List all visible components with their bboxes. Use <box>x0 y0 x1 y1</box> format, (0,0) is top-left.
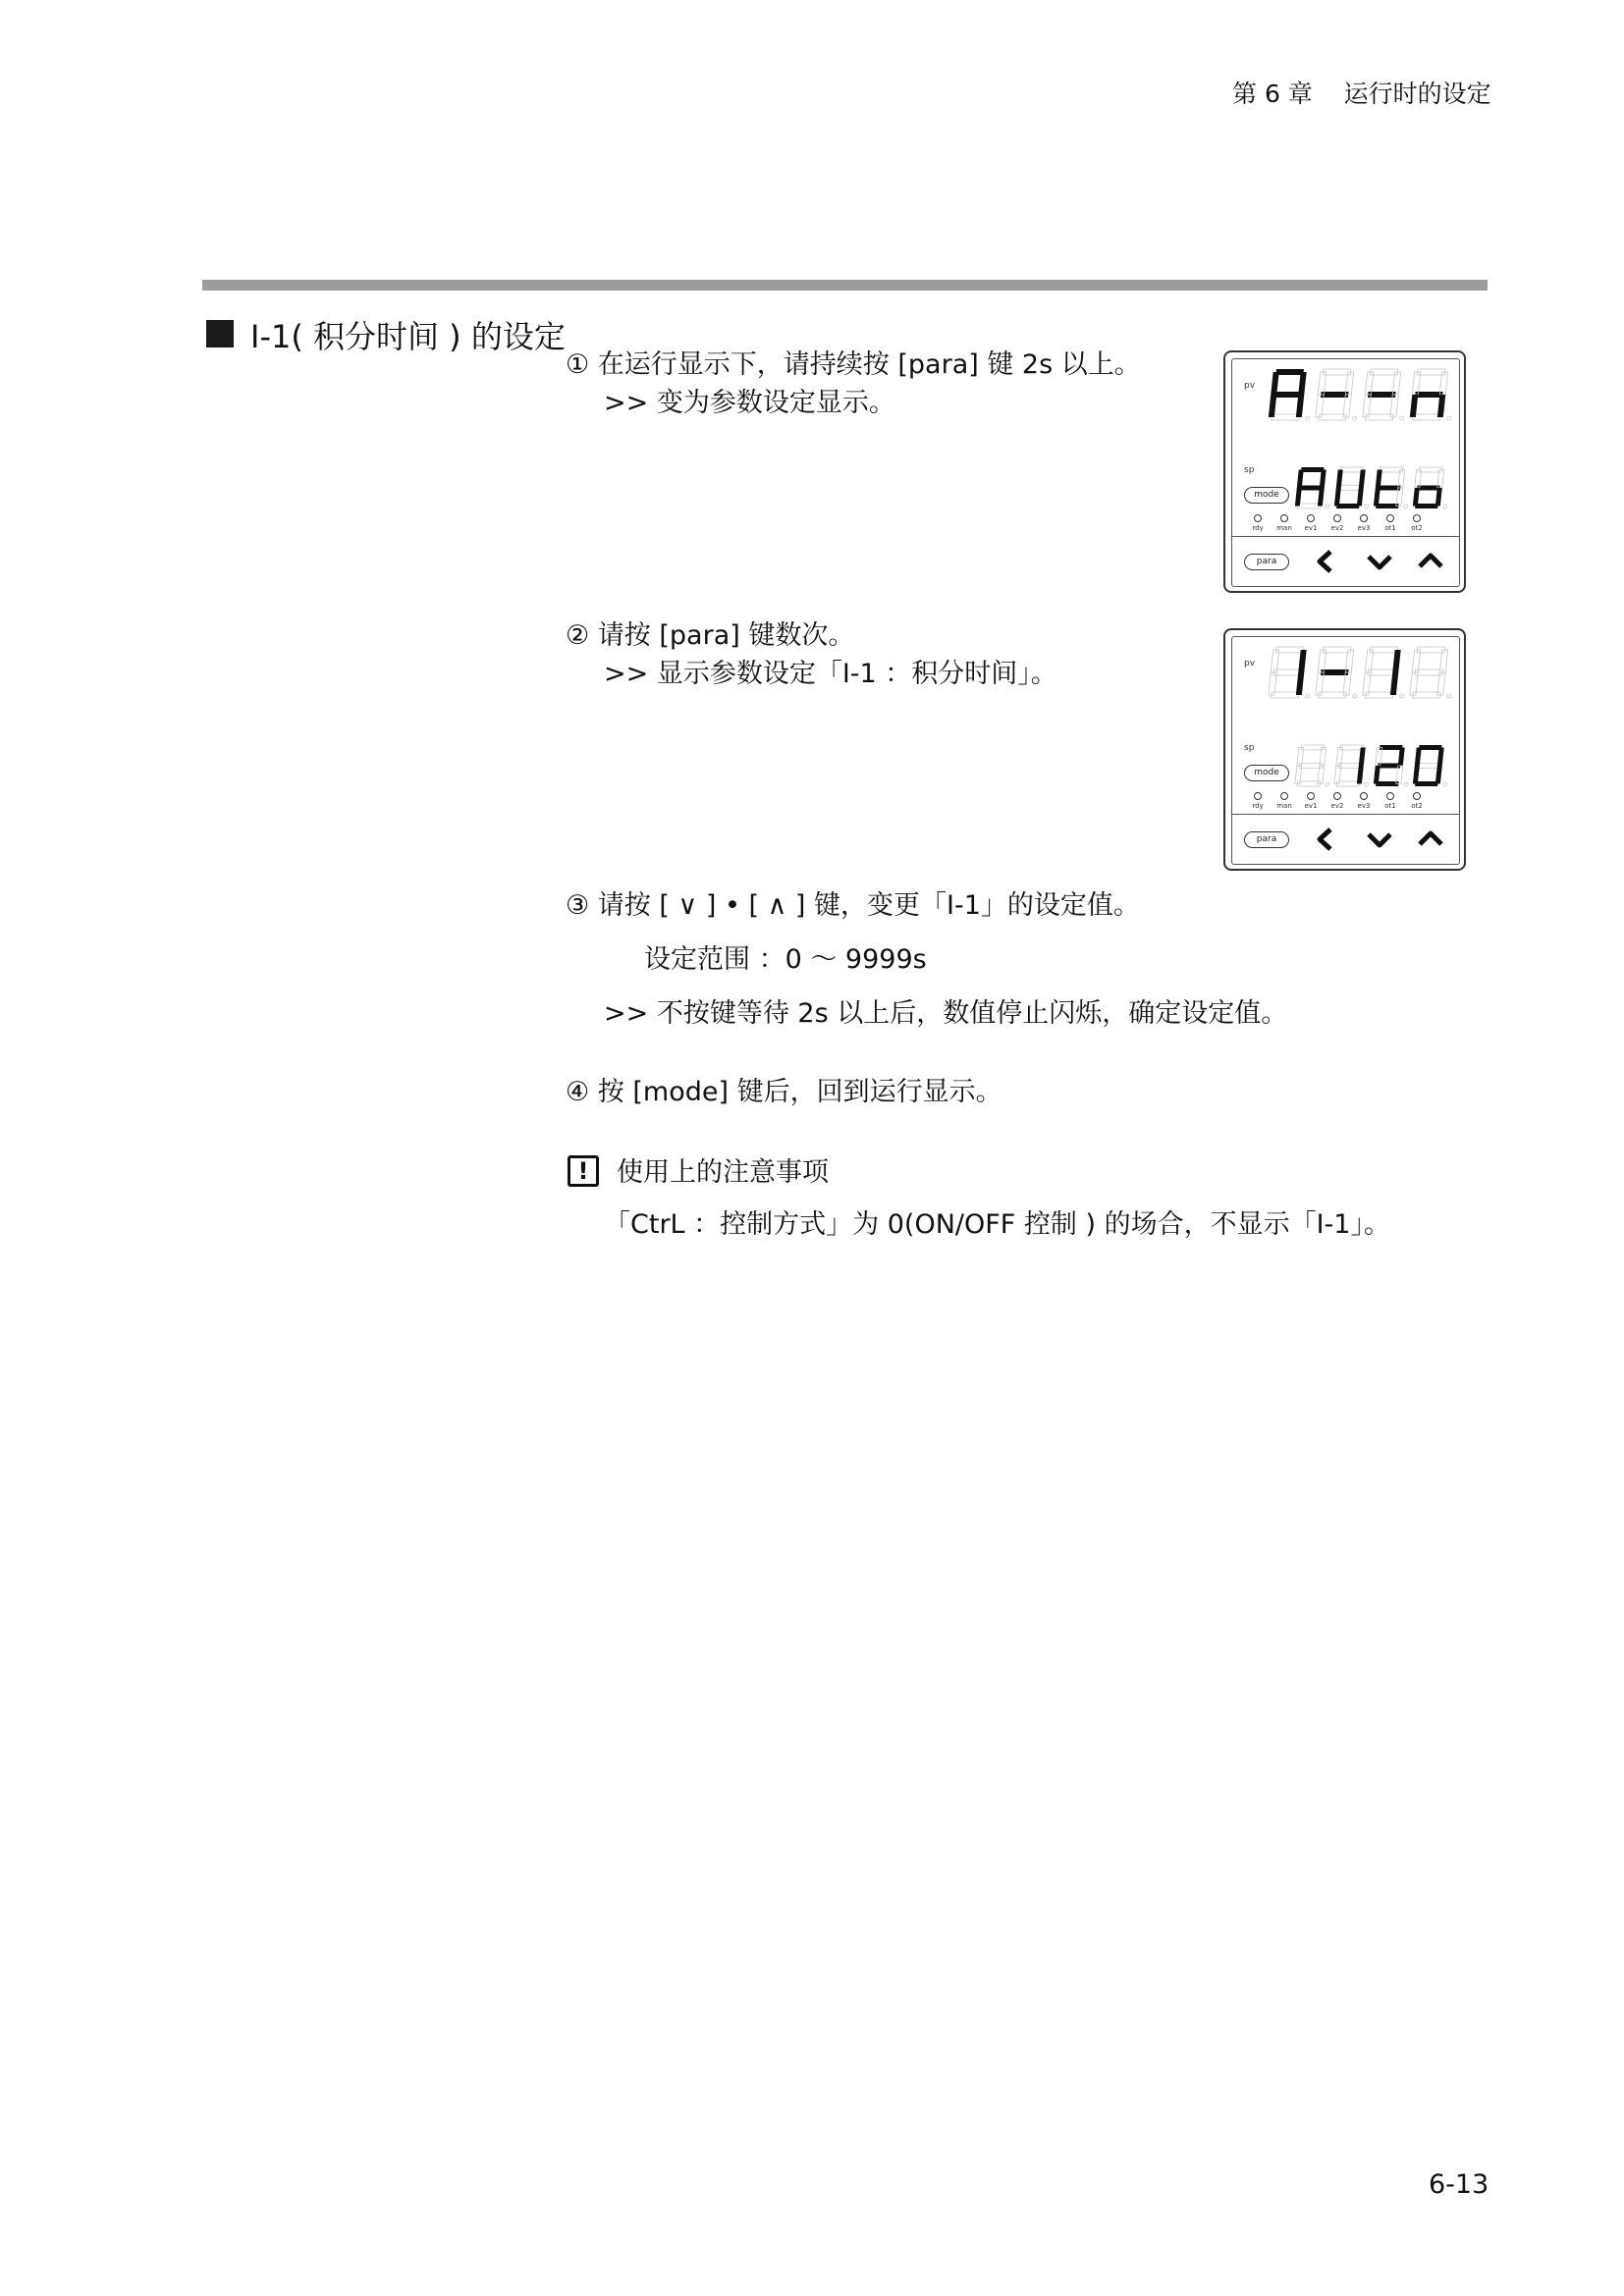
step-3-range: 设定范围 ：0 ～ 9999s <box>644 944 927 975</box>
step-1-text: ① 在运行显示下，请持续按 [para] 键 2s 以上。 <box>566 349 1141 380</box>
pv-display <box>1268 367 1456 426</box>
led-label-ev2: ev2 <box>1330 802 1344 810</box>
led-rdy <box>1254 792 1262 800</box>
section-square-icon <box>206 320 234 347</box>
led-label-ev3: ev3 <box>1357 524 1371 532</box>
led-label-rdy: rdy <box>1252 802 1264 810</box>
step-2-text: ② 请按 [para] 键数次。 <box>566 620 855 651</box>
mode-button[interactable]: mode <box>1244 765 1289 781</box>
led-ev1 <box>1307 792 1315 800</box>
led-label-man: man <box>1276 802 1292 810</box>
led-label-ot1: ot1 <box>1384 524 1396 532</box>
led-ot1 <box>1386 514 1394 522</box>
mode-button[interactable]: mode <box>1244 487 1289 504</box>
section-divider <box>202 280 1488 291</box>
down-arrow-icon[interactable] <box>1366 553 1393 572</box>
exclamation-icon: ! <box>568 1155 599 1187</box>
pv-label: pv <box>1244 659 1256 668</box>
led-label-ot1: ot1 <box>1384 802 1396 810</box>
led-label-ev2: ev2 <box>1330 524 1344 532</box>
led-man <box>1280 792 1288 800</box>
note-text: 「CtrL ：控制方式」为 0(ON/OFF 控制 ) 的场合，不显示「I-1」。 <box>604 1209 1390 1240</box>
sp-display <box>1293 743 1458 792</box>
chapter-header: 第 6 章 运行时的设定 <box>1232 80 1491 108</box>
led-ev1 <box>1307 514 1315 522</box>
led-ev2 <box>1333 792 1341 800</box>
led-ot2 <box>1413 792 1421 800</box>
sp-label: sp <box>1244 465 1255 475</box>
left-arrow-icon[interactable] <box>1315 827 1334 852</box>
step-3-result: >> 不按键等待 2s 以上后，数值停止闪烁，确定设定值。 <box>604 998 1288 1029</box>
up-arrow-icon[interactable] <box>1417 551 1444 570</box>
step-2-result: >> 显示参数设定「I-1 ：积分时间」。 <box>604 659 1057 689</box>
led-label-ot2: ot2 <box>1411 802 1423 810</box>
led-ot1 <box>1386 792 1394 800</box>
left-arrow-icon[interactable] <box>1315 549 1334 574</box>
led-ot2 <box>1413 514 1421 522</box>
led-label-man: man <box>1276 524 1292 532</box>
led-label-ev1: ev1 <box>1304 524 1318 532</box>
page-number: 6-13 <box>1429 2169 1489 2200</box>
controller-panel-2 <box>1223 628 1466 871</box>
controller-panel-1 <box>1223 350 1466 593</box>
step-4-text: ④ 按 [mode] 键后，回到运行显示。 <box>566 1077 1002 1107</box>
sp-label: sp <box>1244 743 1255 753</box>
pv-label: pv <box>1244 381 1256 391</box>
sp-display <box>1293 465 1458 514</box>
led-ev3 <box>1360 514 1368 522</box>
led-label-ot2: ot2 <box>1411 524 1423 532</box>
up-arrow-icon[interactable] <box>1417 828 1444 848</box>
step-3-text: ③ 请按 [ ∨ ] • [ ∧ ] 键，变更「I-1」的设定值。 <box>566 890 1140 921</box>
led-ev3 <box>1360 792 1368 800</box>
step-1-result: >> 变为参数设定显示。 <box>604 388 895 418</box>
led-rdy <box>1254 514 1262 522</box>
section-title: I-1( 积分时间 ) 的设定 <box>250 318 566 355</box>
led-label-rdy: rdy <box>1252 524 1264 532</box>
pv-display <box>1268 645 1456 704</box>
note-title: 使用上的注意事项 <box>617 1157 829 1188</box>
para-button[interactable]: para <box>1244 831 1289 848</box>
para-button[interactable]: para <box>1244 554 1289 570</box>
led-label-ev1: ev1 <box>1304 802 1318 810</box>
led-man <box>1280 514 1288 522</box>
led-ev2 <box>1333 514 1341 522</box>
led-label-ev3: ev3 <box>1357 802 1371 810</box>
down-arrow-icon[interactable] <box>1366 830 1393 850</box>
